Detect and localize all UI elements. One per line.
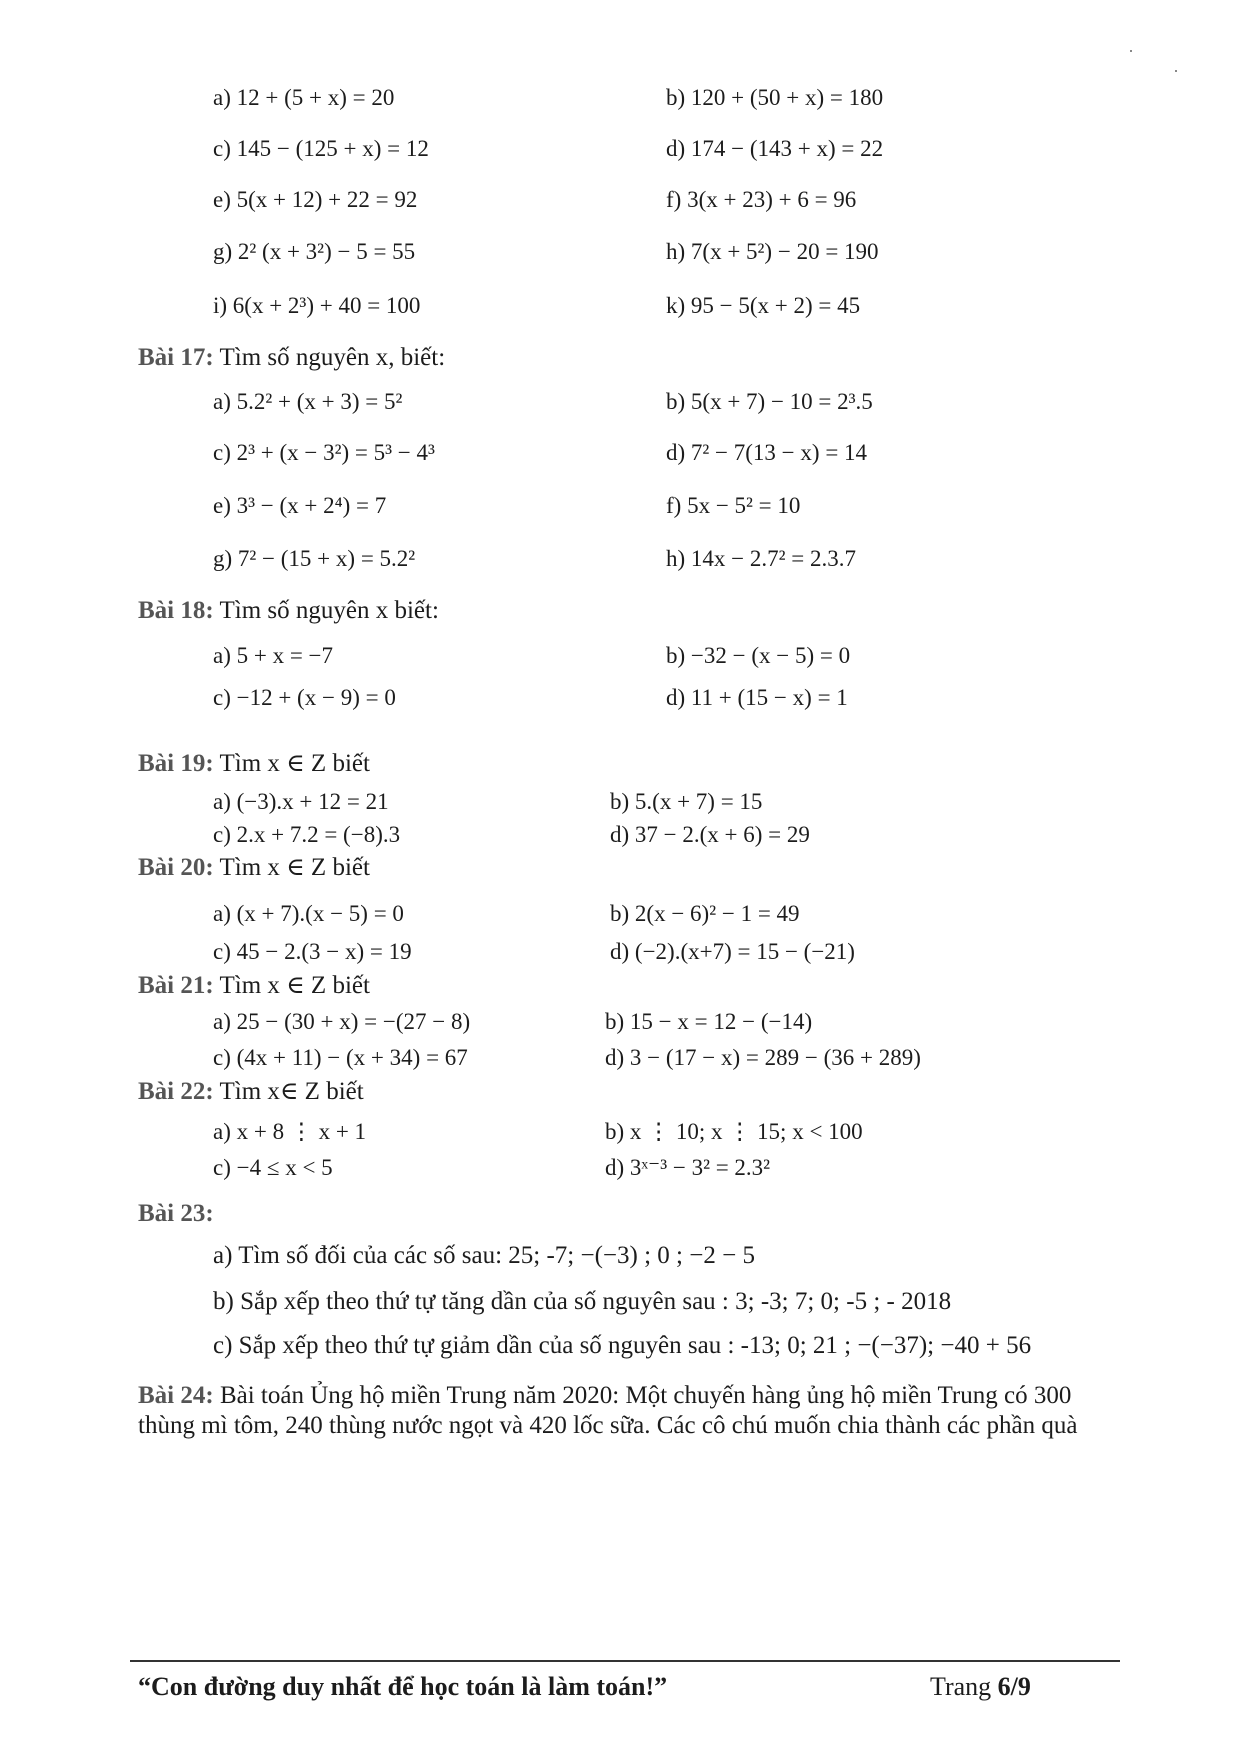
p16-f: f) 3(x + 23) + 6 = 96 xyxy=(666,187,857,212)
bai24-line2: thùng mì tôm, 240 thùng nước ngọt và 420 lốc sữa. Các cô chú muốn chia thành các phần quà xyxy=(138,1412,1078,1439)
p17-a: a) 5.2² + (x + 3) = 5² xyxy=(213,389,403,414)
bai18-label: Bài 18: xyxy=(138,597,214,624)
p17-f: f) 5x − 5² = 10 xyxy=(666,493,801,518)
scan-speck xyxy=(1175,70,1177,72)
p17-g: g) 7² − (15 + x) = 5.2² xyxy=(213,546,416,571)
bai22-title xyxy=(138,1076,364,1106)
p22-d: d) 3ˣ⁻³ − 3² = 2.3² xyxy=(605,1155,771,1180)
p18-c: c) −12 + (x − 9) = 0 xyxy=(213,685,396,710)
bai24-line1 xyxy=(138,1382,1071,1410)
bai20-text: Tìm x ∈ Z biết xyxy=(213,854,370,881)
p16-k: k) 95 − 5(x + 2) = 45 xyxy=(666,293,861,318)
p19-a: a) (−3).x + 12 = 21 xyxy=(213,789,389,814)
p19-c: c) 2.x + 7.2 = (−8).3 xyxy=(213,822,401,847)
p22-a: a) x + 8 ⋮ x + 1 xyxy=(213,1119,367,1144)
p21-b: b) 15 − x = 12 − (−14) xyxy=(605,1009,813,1034)
bai23-b: b) Sắp xếp theo thứ tự tăng dần của số nguyên sau : 3; -3; 7; 0; -5 ; - 2018 xyxy=(213,1288,952,1315)
p17-e: e) 3³ − (x + 2⁴) = 7 xyxy=(213,493,387,518)
bai20-title xyxy=(138,852,370,882)
bai23-title xyxy=(138,1200,214,1228)
p17-b: b) 5(x + 7) − 10 = 2³.5 xyxy=(666,389,873,414)
bai23-c: c) Sắp xếp theo thứ tự giảm dần của số nguyên sau : -13; 0; 21 ; −(−37); −40 + 56 xyxy=(213,1332,1032,1359)
bai20-label: Bài 20: xyxy=(138,854,214,881)
p18-a: a) 5 + x = −7 xyxy=(213,643,334,668)
footer-page-prefix: Trang xyxy=(930,1672,998,1701)
bai24-text-1: Bài toán Ủng hộ miền Trung năm 2020: Một chuyến hàng ủng hộ miền Trung có 300 xyxy=(213,1382,1072,1409)
footer-page-number xyxy=(930,1672,1031,1702)
bai19-label: Bài 19: xyxy=(138,750,214,777)
footer-divider xyxy=(130,1660,1120,1662)
p16-c: c) 145 − (125 + x) = 12 xyxy=(213,136,429,161)
bai17-text: Tìm số nguyên x, biết: xyxy=(213,344,446,371)
scan-speck xyxy=(1130,50,1132,52)
footer-quote: “Con đường duy nhất để học toán là làm toán!” xyxy=(138,1672,668,1701)
p17-c: c) 2³ + (x − 3²) = 5³ − 4³ xyxy=(213,440,435,465)
p16-e: e) 5(x + 12) + 22 = 92 xyxy=(213,187,418,212)
bai23-a: a) Tìm số đối của các số sau: 25; -7; −(−3) ; 0 ; −2 − 5 xyxy=(213,1242,755,1269)
p21-c: c) (4x + 11) − (x + 34) = 67 xyxy=(213,1045,468,1070)
p21-d: d) 3 − (17 − x) = 289 − (36 + 289) xyxy=(605,1045,921,1070)
p22-b: b) x ⋮ 10; x ⋮ 15; x < 100 xyxy=(605,1119,863,1144)
bai21-text: Tìm x ∈ Z biết xyxy=(213,972,370,999)
p16-b: b) 120 + (50 + x) = 180 xyxy=(666,85,884,110)
p21-a: a) 25 − (30 + x) = −(27 − 8) xyxy=(213,1009,471,1034)
p18-d: d) 11 + (15 − x) = 1 xyxy=(666,685,848,710)
bai21-label: Bài 21: xyxy=(138,972,214,999)
p16-a: a) 12 + (5 + x) = 20 xyxy=(213,85,395,110)
p22-c: c) −4 ≤ x < 5 xyxy=(213,1155,333,1180)
p16-g: g) 2² (x + 3²) − 5 = 55 xyxy=(213,239,416,264)
bai17-label: Bài 17: xyxy=(138,344,214,371)
bai24-label: Bài 24: xyxy=(138,1382,214,1409)
p20-b: b) 2(x − 6)² − 1 = 49 xyxy=(610,901,800,926)
p19-b: b) 5.(x + 7) = 15 xyxy=(610,789,763,814)
bai22-text: Tìm x∈ Z biết xyxy=(213,1078,364,1105)
bai21-title xyxy=(138,970,370,1000)
bai19-text: Tìm x ∈ Z biết xyxy=(213,750,370,777)
bai19-title xyxy=(138,748,370,778)
bai22-label: Bài 22: xyxy=(138,1078,214,1105)
p20-d: d) (−2).(x+7) = 15 − (−21) xyxy=(610,939,855,964)
bai18-text: Tìm số nguyên x biết: xyxy=(213,597,439,624)
bai23-label: Bài 23: xyxy=(138,1200,214,1227)
bai18-title xyxy=(138,597,439,625)
p19-d: d) 37 − 2.(x + 6) = 29 xyxy=(610,822,810,847)
bai17-title xyxy=(138,344,445,372)
p17-d: d) 7² − 7(13 − x) = 14 xyxy=(666,440,868,465)
p16-h: h) 7(x + 5²) − 20 = 190 xyxy=(666,239,879,264)
p20-a: a) (x + 7).(x − 5) = 0 xyxy=(213,901,404,926)
p18-b: b) −32 − (x − 5) = 0 xyxy=(666,643,851,668)
p20-c: c) 45 − 2.(3 − x) = 19 xyxy=(213,939,412,964)
p16-d: d) 174 − (143 + x) = 22 xyxy=(666,136,884,161)
footer-page-value: 6/9 xyxy=(997,1672,1031,1701)
p17-h: h) 14x − 2.7² = 2.3.7 xyxy=(666,546,856,571)
p16-i: i) 6(x + 2³) + 40 = 100 xyxy=(213,293,421,318)
